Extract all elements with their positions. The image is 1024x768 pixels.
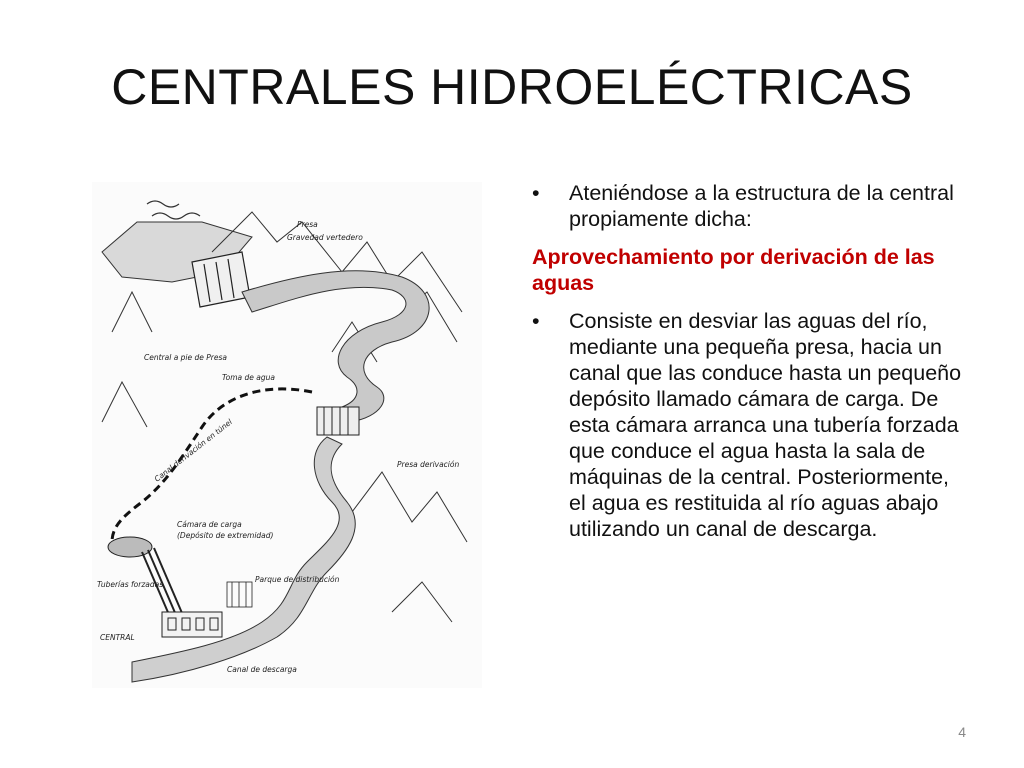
bullet-text-structure: Ateniéndose a la estructura de la central propiamente dicha: — [569, 181, 954, 231]
slide-title: CENTRALES HIDROELÉCTRICAS — [111, 59, 913, 115]
label-presa-derivacion: Presa derivación — [397, 460, 460, 469]
label-tuberias-forzadas: Tuberías forzadas — [97, 580, 164, 589]
label-central-pie-presa: Central a pie de Presa — [144, 353, 227, 362]
label-deposito-extremidad: (Depósito de extremidad) — [177, 531, 274, 540]
bullet-marker: • — [532, 181, 540, 205]
label-parque-distribucion: Parque de distribución — [255, 575, 340, 584]
label-gravedad-vertedero: Gravedad vertedero — [287, 233, 363, 242]
label-toma-agua: Toma de agua — [222, 373, 275, 382]
subtitle-derivacion: Aprovechamiento por derivación de las aguas — [532, 245, 935, 295]
bullet-item — [532, 308, 964, 542]
label-camara-carga: Cámara de carga — [177, 520, 242, 529]
label-canal-derivacion: Canal derivación en túnel — [152, 417, 234, 484]
hydroelectric-diagram — [92, 182, 482, 688]
page-number: 4 — [958, 724, 966, 740]
text-content — [532, 180, 964, 554]
bullet-text-description: Consiste en desviar las aguas del río, mediante una pequeña presa, hacia un canal que las conduce hasta un pequeño depósito llamado cámara de carga. De esta cámara arranca una tubería forzada que conduce el agua hasta la sala de máquinas de la central. Posteriormente, el agua es restituida al río aguas abajo utilizando un canal de descarga. — [569, 309, 962, 541]
label-presa: Presa — [297, 220, 318, 229]
bullet-item — [532, 180, 964, 232]
label-canal-descarga: Canal de descarga — [227, 665, 297, 674]
label-central: CENTRAL — [100, 633, 135, 642]
bullet-marker: • — [532, 309, 540, 333]
